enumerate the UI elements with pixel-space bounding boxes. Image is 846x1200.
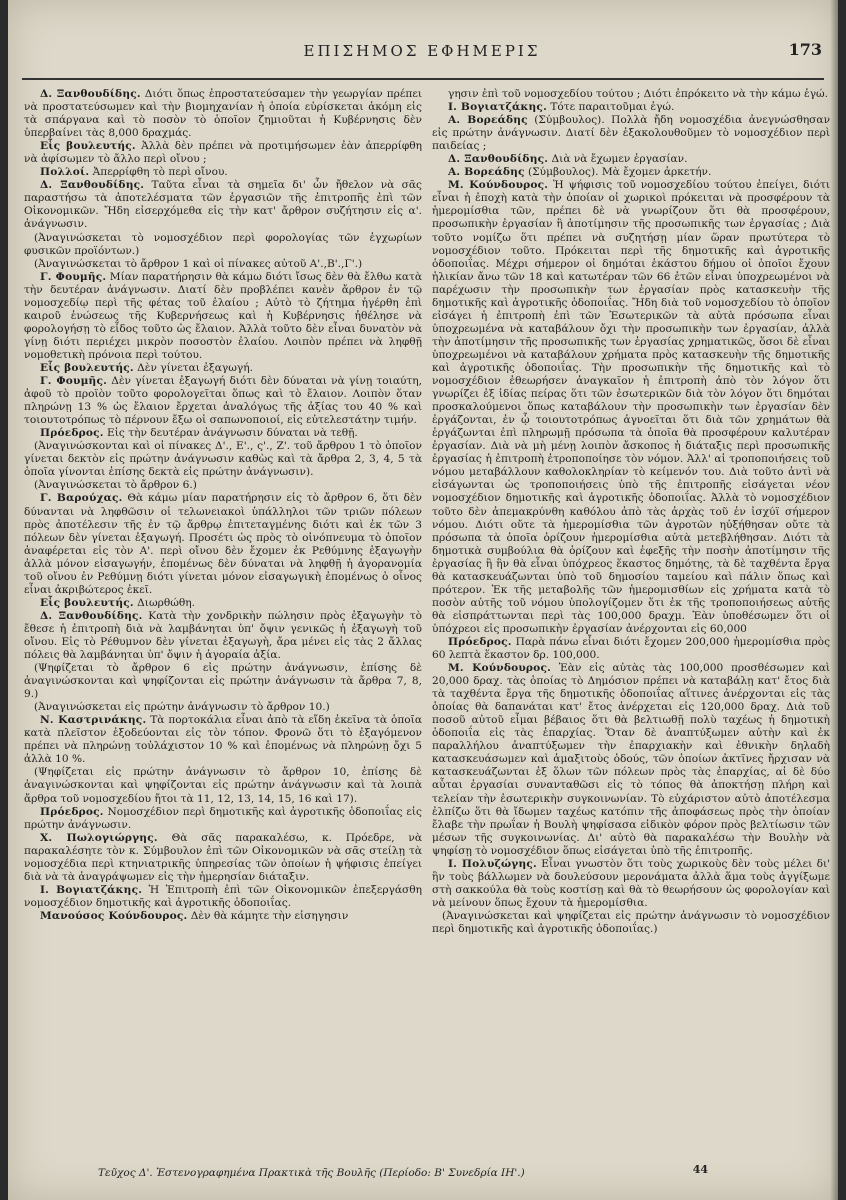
speech-paragraph [24, 610, 422, 662]
paragraph-text: Εἰς τὴν δευτέραν ἀνάγνωσιν δύναται νὰ τεθῇ. [107, 427, 358, 440]
paragraph-text: Ἡ ψήφισις τοῦ νομοσχεδίου τούτου ἐπείγει, διότι εἶναι ἡ ἐποχὴ κατὰ τὴν ὁποίαν οἱ χωρικοὶ πρόκειται νὰ προσφέρουν τὰ ἡμερομίσθια τῶν, πρέπει δὲ νὰ γνωρίζουν ὅτι θὰ προσφέρουν, προσωπικὴν ἐργασίαν ἢ ἀποτίμησιν τῆς προσωπικῆς των ἐργασίας ; Διὰ τοῦτο νομίζω ὅτι πρέπει νὰ συζητήσῃ μίαν ὥραν πρωτύτερα τὸ νομοσχέδιον τοῦτο. Πρόκειται περὶ τῆς δημοτικῆς καὶ ἀγροτικῆς ὁδοποιΐας. Μέχρι σήμερον οἱ δημόται ἑκάστου δήμου οἱ ὁποῖοι ἔχουν ἡλικίαν ἄνω τῶν 18 καὶ κατωτέραν τῶν 66 ἐτῶν εἶναι ὑποχρεωμένοι νὰ παρέχωσιν τὴν προσωπικὴν των ἐργασίαν πρὸς κατασκευὴν τῆς δημοτικῆς καὶ ἀγροτικῆς ὁδοποιΐας. Ἤδη διὰ τοῦ νομοσχεδίου τὸ ὁποῖον εἰσάγει ἡ ἐπιτροπὴ ἐπὶ τῶν Ἐσωτερικῶν τὰ αὐτὰ πρόσωπα εἶναι ὑποχρεωμένα νὰ καταβάλουν ὄχι τὴν προσωπικὴν των ἐργασίαν, ἀλλὰ τὴν ἀποτίμησιν τῆς προσωπικῆς των ἐργασίας χρηματικῶς, ὅσοι δὲ εἶναι ὑποχρεωμένοι νὰ καταβάλουν χρήματα πρὸς κατασκευὴν τῆς δημοτικῆς καὶ ἀγροτικῆς ὁδοποιΐας. Τὴν προσωπικὴν τῆς δημοτικῆς καὶ τὸ νομοσχέδιον ἐθεωρήσεν ἀναγκαῖον ἡ ἐπιτροπὴ ἀπὸ τὸν λόγον ὅτι γνωρίζει ἐξ ἰδίας πείρας ὅτι τῶν ἐσωτερικῶν διὰ τὸν λόγον ὅτι δημόται προσκαλούμενοι ὅπως καταβάλουν τὴν προσωπικὴν των ἐργασίαν δὲν ἐργάζονται, ἐν ᾧ τοιουτοτρόπως ἀγνοεῖται ὅτι διὰ τῶν χρημάτων θὰ ἐργάζωνται ἐπὶ πληρωμῇ πρόσωπα τὰ ὁποῖα θὰ προσφέρουν καλυτέραν ἐργασίαν. Διὰ νὰ μὴ μένῃ λοιπὸν ἄσκοπος ἡ διάταξις περὶ προσωπικῆς ἐργασίας ἡ ἐπιτροπὴ ἐτροποποίησε τὸν νόμον. Ἀλλ' αἱ τροποποιήσεις τοῦ νόμου μεταβάλλουν καθολοκληρίαν τὸ κείμενόν του. Διὰ τοῦτο ἀντὶ νὰ εἰσάγωνται ὡς τροποποιήσεις ὑπὸ τῆς ἐπιτροπῆς εἰσάγεται νέον νομοσχέδιον δημοτικῆς καὶ ἀγροτικῆς ὁδοποιΐας. Ἀλλὰ τὸ νομοσχέδιον τοῦτο δὲν ἀπεμακρύνθη καθόλου ἀπὸ τὰς ἀρχὰς τοῦ ἐν ἰσχύϊ σήμερον νόμου. Διότι οὔτε τὰ ἡμερομίσθια τῶν ἀγροτῶν ηὐξήθησαν οὔτε τὰ πρόσωπα τὰ ὁποῖα ὁρίζουν ἡμερομίσθια αὐτὰ μετεβλήθησαν. Διότι τὰ δημοτικὰ συμβούλια θὰ ὁρίζουν καὶ ἐφεξῆς τὴν ποσὴν ἀποτίμησιν τῆς ἐργασίας ἢ ἣν θὰ εἶναι ὑπόχρεος ἕκαστος δημότης, τὰ δὲ ταχθέντα ἔργα θὰ κατασκευάζωνται ὑπὸ τοῦ δημοσίου ταμείου καὶ πάλιν ὅπως καὶ πρότερον. Ἐκ τῆς μεταβολῆς τῶν ἡμερομισθίων εἰς χρήματα κατὰ τὸ ποσὸν αὐτῆς τοῦ νόμου ὑπολογίζομεν ὅτι ἐκ τῆς τροποποιήσεως αὐτῆς θὰ εἰσπράττωνται περὶ τὰς 100,000 δραχμ. Ἐὰν ὑποθέσωμεν ὅτι οἱ ὑπόχρεοι εἰς προσωπικὴν ἐργασίαν ἀνέρχονται εἰς 60,000 [432, 179, 831, 635]
speaker-name: Πρόεδρος. [40, 427, 104, 440]
speech-paragraph [24, 714, 422, 766]
paragraph-text: Μίαν παρατήρησιν θὰ κάμω διότι ἴσως δὲν θὰ ἔλθω κατὰ τὴν δευτέραν ἀνάγνωσιν. Διατί δὲν προβλέπει κανὲν ἄρθρον ἐν τῷ νομοσχεδίῳ περὶ τῆς φέτας τοῦ ἐλαίου ; Αὐτὸ τὸ ζήτημα ἠγέρθη ἐπὶ καιροῦ ἑνώσεως τῆς Κυβερνήσεως καὶ ἡ Κυβέρνησις ἠθέλησε νὰ φορολογήσῃ τὸ εἶδος τοῦτο ὡς ἔλαιον. Ἀλλὰ τοῦτο δὲν εἶναι δυνατὸν νὰ γίνῃ διότι περιέχει μικρὸν ποσοστὸν ἐλαίου. Λοιπὸν πρέπει νὰ ληφθῇ νομοθετικὴ πρόνοια περὶ τούτου. [24, 270, 422, 361]
paragraph-text: (Σύμβουλος). Μὰ ἔχομεν ἀρκετήν. [528, 166, 712, 179]
left-column [24, 88, 422, 923]
procedural-note [24, 701, 422, 714]
paragraph-text: Διὰ νὰ ἔχωμεν ἐργασίαν. [551, 153, 688, 166]
paragraph-text: Δὲν γίνεται ἐξαγωγή διότι δὲν δύναται νὰ γίνῃ τοιαύτη, ἀφοῦ τὸ προϊὸν τοῦτο φορολογεῖται ὅπως καὶ τὸ ἔλαιον. Λοιπὸν ὅταν πληρώνῃ 13 % ὡς ἔλαιον ἔρχεται ἀναλόγως τῆς ἀξίας του 40 % καὶ τοιουτοτρόπως τὸ πέρνουν ἔξω οἱ σαπωνοποιοί, εἰς εὐτελεστάτην τιμήν. [24, 375, 422, 427]
speaker-name: Γ. Βαρούχας. [40, 492, 123, 505]
speech-paragraph [432, 153, 830, 166]
speech-paragraph [24, 492, 422, 596]
speaker-name: Μ. Κούνδουρος. [448, 662, 551, 675]
paragraph-text: Διότι ὅπως ἐπροστατεύσαμεν τὴν γεωργίαν πρέπει νὰ προστατεύσωμεν καὶ τὴν βιομηχανίαν ἡ ὁποία εὑρίσκεται ἀκόμη εἰς τὰ σπάργανα καὶ τὸ ποσὸν τὸ ὁποῖον ζημιοῦται ἡ Κυβέρνησις δὲν ὑπερβαίνει τὰς 8,000 δραχμάς. [24, 88, 422, 140]
speech-paragraph [24, 88, 422, 140]
speech-paragraph [24, 271, 422, 362]
speaker-name: Δ. Ξανθουδίδης. [40, 609, 143, 622]
paragraph-text: Δὲν γίνεται ἐξαγωγή. [137, 361, 253, 374]
speaker-name: Χ. Πωλογιώργης. [40, 831, 158, 844]
speaker-name: Εἷς βουλευτής. [40, 596, 134, 609]
paragraph-text: (Ἀναγινώσκεται εἰς πρώτην ἀνάγνωσιν τὸ ἄρθρον 10.) [34, 701, 330, 714]
paragraph-text: Κατὰ τὴν χονδρικὴν πώλησιν πρὸς ἐξαγωγὴν τὸ ἔθεσε ἡ ἐπιτροπὴ διὰ νὰ λαμβάνηται ὑπ' ὄψιν γενικῶς ἡ ἐξαγωγὴ τοῦ οἴνου. Εἰς τὸ Ρέθυμνον δὲν γίνεται ἐξαγωγὴ, ἄρα μένει εἰς τὰς 2 ἄλλας πόλεις θὰ λαμβάνηται ὑπ' ὄψιν ἡ ἀγοραία ἀξία. [24, 609, 422, 662]
speech-paragraph [24, 910, 422, 923]
speech-paragraph [24, 179, 422, 231]
procedural-note [24, 232, 422, 258]
speaker-name: Ι. Πολυζώγης. [448, 857, 537, 870]
speech-paragraph [24, 597, 422, 610]
speaker-name: Πρόεδρος. [40, 805, 104, 818]
page-number: 173 [788, 40, 822, 59]
procedural-note [24, 258, 422, 271]
page-edge-shadow [830, 0, 838, 1200]
paragraph-text: Ταῦτα εἶναι τὰ σημεῖα δι' ὧν ἤθελον νὰ σᾶς παραστήσω τὰ ἀποτελέσματα τῶν ἐργασιῶν τῆς ἐπιτροπῆς ἐπὶ τῶν Οἰκονομικῶν. Ἤδη εἰσερχόμεθα εἰς τὴν κατ' ἄρθρον συζήτησιν εἰς α'. ἀνάγνωσιν. [24, 179, 422, 231]
speech-paragraph [24, 166, 422, 179]
page-footer [8, 1165, 838, 1189]
speech-paragraph [432, 101, 830, 114]
speaker-name: Εἷς βουλευτής. [40, 140, 136, 153]
speaker-name: Δ. Ξανθουδίδης. [40, 88, 141, 100]
speaker-name: Πρόεδρος. [448, 635, 512, 648]
paragraph-text: Παρὰ πάνω εἶναι διότι ἔχομεν 200,000 ἡμερομίσθια πρὸς 60 λεπτὰ ἕκαστον δρ. 100,000. [432, 635, 830, 662]
footer-text: Τεῦχος Δ'. Ἐστενογραφημένα Πρακτικὰ τῆς Βουλῆς (Περίοδο: Β' Συνεδρία ΙΗ'.) [98, 1167, 525, 1179]
speaker-name: Μανούσος Κούνδουρος. [40, 909, 188, 922]
paragraph-text: (Ἀναγινώσκεται τὸ νομοσχέδιον περὶ φορολογίας τῶν ἐγχωρίων φυσικῶν προϊόντων.) [24, 231, 422, 257]
speaker-name: Πολλοί. [40, 166, 90, 179]
speech-paragraph [24, 362, 422, 375]
speaker-name: Δ. Ξανθουδίδης. [448, 153, 549, 166]
paragraph-text: Θὰ σᾶς παρακαλέσω, κ. Πρόεδρε, νὰ παρακαλέσητε τὸν κ. Σύμβουλον ἐπὶ τῶν Οἰκονομικῶν νὰ σᾶς στείλῃ τὰ νομοσχέδια περὶ κτηνιατρικῆς ὑπηρεσίας τῶν ὁποίων ἡ ψήφισις ἐπείγει διὰ νὰ τὰ ἀναγράψωμεν εἰς τὴν ἡμερησίαν διάταξιν. [24, 831, 422, 883]
paragraph-text: (Σύμβουλος). Πολλὰ ἤδη νομοσχέδια ἀνεγνώσθησαν εἰς πρώτην ἀνάγνωσιν. Διατί δὲν ἐξακολουθοῦμεν τὸ νομοσχέδιον περὶ παιδείας ; [432, 114, 831, 153]
speech-paragraph [432, 88, 830, 101]
procedural-note [24, 440, 422, 479]
paragraph-text: Εἶναι γνωστὸν ὅτι τοὺς χωρικοὺς δὲν τοὺς μέλει δι' ἣν τοὺς βάλλωμεν νὰ δουλεύσουν μερονάματα ἀλλὰ ἅμα τοὺς ἀγγίξωμε στὴ σακκούλα θὰ τοὺς κοστίσῃ καὶ θὰ τὸ θεωρήσουν ὡς φορολογίαν καὶ νὰ μείνουν ὅπως ἔχουν τὰ ἡμερομίσθια. [432, 857, 831, 909]
paragraph-text: Τὰ πορτοκάλια εἶναι ἀπὸ τὰ εἴδη ἐκεῖνα τὰ ὁποῖα κατὰ πλεῖστον ἐξοδεύονται εἰς τὸν τόπον. Φρονῶ ὅτι τὸ ἐξαγόμενον πρέπει νὰ πληρώνῃ τοὐλάχιστον 10 % καὶ ἐπομένως νὰ πληρώνῃ ὄχι 5 ἀλλὰ 10 %. [24, 714, 422, 766]
speech-paragraph [432, 179, 830, 636]
speaker-name: Α. Βορεάδης [448, 114, 528, 127]
paragraph-text: (Ἀναγινώσκεται καὶ ψηφίζεται εἰς πρώτην ἀνάγνωσιν τὸ νομοσχέδιον περὶ δημοτικῆς καὶ ἀγροτικῆς ὁδοποιΐας.) [432, 909, 830, 935]
speech-paragraph [432, 662, 830, 858]
speech-paragraph [24, 140, 422, 166]
speech-paragraph [432, 114, 830, 153]
right-column [432, 88, 830, 936]
paragraph-text: (Ἀναγινώσκονται καὶ οἱ πίνακες Δ'., Ε'., ς'., Ζ'. τοῦ ἄρθρου 1 τὸ ὁποῖον γίνεται δεκτὸν εἰς πρώτην ἀνάγνωσιν καθὼς καὶ τὰ ἄρθρα 2, 3, 4, 5 τὰ ὁποῖα γίνονται ἐπίσης δεκτὰ εἰς πρώτην ἀνάγνωσιν). [24, 440, 422, 479]
paragraph-text: γησιν ἐπὶ τοῦ νομοσχεδίου τούτου ; Διότι ἐπρόκειτο νὰ τὴν κάμω ἐγώ. [448, 88, 829, 100]
procedural-note [24, 479, 422, 492]
speaker-name: Γ. Φουμῆς. [40, 375, 107, 388]
page-header [18, 38, 826, 68]
newspaper-page [8, 0, 838, 1200]
paragraph-text: (Ἀναγινώσκεται τὸ ἄρθρον 1 καὶ οἱ πίνακες αὐτοῦ Α'.,Β'.,Γ'.) [34, 257, 363, 270]
paragraph-text: Ἐὰν εἰς αὐτὰς τὰς 100,000 προσθέσωμεν καὶ 20,000 δραχ. τὰς ὁποίας τὸ Δημόσιον πρέπει νὰ καταβάλῃ κατ' ἔτος διὰ τὰ ταχθέντα ἔργα τῆς δημοτικῆς ὁδοποιΐας αἵτινες ἀνέρχονται εἰς τὰς ὁποίας θὰ δαπανάται κατ' ἔτος ἀνέρχεται εἰς 120,000 δραχ. Διὰ τοῦ ποσοῦ αὐτοῦ εἶμαι βέβαιος ὅτι θὰ βελτιωθῇ πολὺ ταχέως ἡ δημοτικὴ ὁδοποιΐα εἰς τὰς ἐπαρχίας. Ὅταν δὲ ἀναπτύξωμεν αὐτὴν καὶ ἐκ παραλλήλου ἀναπτύξωμεν τὴν ἐπαρχιακὴν καὶ ἐθνικὴν δηλαδὴ κατασκευάσωμεν καὶ ἁμαξιτοὺς ὁδούς, τῶν ὁποίων ἀκτῖνες ἤρχισαν νὰ κατασκευάζωνται ἐξ ὅλων τῶν πόλεων πρὸς τὰς ἐπαρχίας, αἱ δὲ δύο αὗται ἐργασίαι συνανταθῶσι εἰς τὸ τόπος θὰ ἀποκτήσῃ πλήρη καὶ τελείαν τὴν ἐσωτερικὴν συγκοινωνίαν. Τὸ εὐχάριστον αὐτὸ ἀποτέλεσμα ἐλπίζω ὅτι θὰ ἴδωμεν ταχέως κατόπιν τῆς ἀποφάσεως πρὸς τὴν ὁποίαν ἔλαβε τὴν πρωΐαν ἡ Βουλὴ ψηφίσασα εἰδικὸν φόρον πρὸς βελτίωσιν τῶν μέσων τῆς συγκοινωνίας. Δι' αὐτὸ θὰ παρακαλέσω τὴν Βουλὴν νὰ ψηφίσῃ τὸ νομοσχέδιον ὅπως εἰσάγεται ὑπὸ τῆς ἐπιτροπῆς. [432, 662, 830, 857]
speaker-name: Δ. Ξανθουδίδης. [40, 179, 145, 192]
speech-paragraph [24, 427, 422, 440]
speaker-name: Ι. Βογιατζάκης. [448, 101, 547, 114]
header-rule [22, 78, 824, 80]
paragraph-text: Ἀπερρίφθη τὸ περὶ οἴνου. [92, 166, 228, 179]
speaker-name: Α. Βορεάδης [448, 166, 525, 179]
paragraph-text: Δὲν θὰ κάμητε τὴν εἰσηγησιν [190, 909, 349, 922]
speaker-name: Ν. Καστρινάκης. [40, 714, 147, 727]
speech-paragraph [24, 884, 422, 910]
speech-paragraph [24, 806, 422, 832]
procedural-note [432, 910, 830, 936]
running-head: ΕΠΙΣΗΜΟΣ ΕΦΗΜΕΡΙΣ [303, 42, 541, 60]
paragraph-text: Θὰ κάμω μίαν παρατήρησιν εἰς τὸ ἄρθρον 6, ὅτι δὲν δύνανται νὰ ληφθῶσιν οἱ τελωνειακοὶ ὑπάλληλοι τῶν τριῶν πόλεων πρὸς ἀποτέλεσιν τῆς ἐν τῷ ἄρθρῳ ἐπιτεταγμένης διότι καὶ ἐκ τῶν 3 πόλεων δὲν γίνεται ἐξαγωγή. Προσέτι ὡς πρὸς τὸ οἰνόπνευμα τὸ ὁποῖον ἀναφέρεται εἰς τὸν Α'. περὶ οἴνου δὲν ἔχομεν ἐκ Ρεθύμνης ἐξαγωγὴν ἀλλὰ μόνον εἰσαγωγήν, ἐπομένως δὲν δύναται νὰ ληφθῇ ἡ ἀγορανομία τοῦ οἴνου ἐν Ρεθύμνῃ διότι γίνεται μόνον εἰσαγωγικὴ ἐπομένως ὁ οἶνος εἶναι ἀκριβώτερος ἐκεῖ. [24, 492, 422, 596]
speech-paragraph [432, 636, 830, 662]
speech-paragraph [432, 858, 830, 910]
speaker-name: Εἷς βουλευτής. [40, 361, 134, 374]
paragraph-text: Ἡ Ἐπιτροπὴ ἐπὶ τῶν Οἰκονομικῶν ἐπεξεργάσθη νομοσχέδιον δημοτικῆς καὶ ἀγροτικῆς ὁδοποιΐας. [24, 883, 422, 909]
procedural-note [24, 766, 422, 805]
paragraph-text: (Ψηφίζεται εἰς πρώτην ἀνάγνωσιν τὸ ἄρθρον 10, ἐπίσης δὲ ἀναγινώσκονται καὶ ψηφίζονται εἰς πρώτην ἀνάγνωσιν καὶ τὰ λοιπὰ ἄρθρα τοῦ νομοσχεδίου ἤτοι τὰ 11, 12, 13, 14, 15, 16 καὶ 17). [24, 766, 422, 805]
procedural-note [24, 662, 422, 701]
signature-number: 44 [692, 1163, 708, 1176]
speaker-name: Ι. Βογιατζάκης. [40, 883, 143, 896]
paragraph-text: Ἀλλὰ δὲν πρέπει νὰ προτιμήσωμεν ἐὰν ἀπερρίφθη νὰ ἀφίσωμεν τὸ ἄλλο περὶ οἴνου ; [24, 140, 422, 166]
paragraph-text: (Ψηφίζεται τὸ ἄρθρον 6 εἰς πρώτην ἀνάγνωσιν, ἐπίσης δὲ ἀναγινώσκονται καὶ ψηφίζονται εἰς πρώτην ἀνάγνωσιν τὰ ἄρθρα 7, 8, 9.) [24, 662, 422, 701]
paragraph-text: Νομοσχέδιον περὶ δημοτικῆς καὶ ἀγροτικῆς ὁδοποιΐας εἰς πρώτην ἀνάγνωσιν. [24, 805, 422, 831]
speaker-name: Μ. Κούνδουρος. [448, 179, 549, 192]
paragraph-text: (Ἀναγινώσκεται τὸ ἄρθρον 6.) [34, 479, 197, 492]
speaker-name: Γ. Φουμῆς. [40, 270, 107, 283]
speech-paragraph [24, 832, 422, 884]
paragraph-text: Τότε παραιτοῦμαι ἐγώ. [550, 101, 675, 114]
speech-paragraph [24, 375, 422, 427]
speech-paragraph [432, 166, 830, 179]
paragraph-text: Διωρθώθη. [137, 596, 195, 609]
